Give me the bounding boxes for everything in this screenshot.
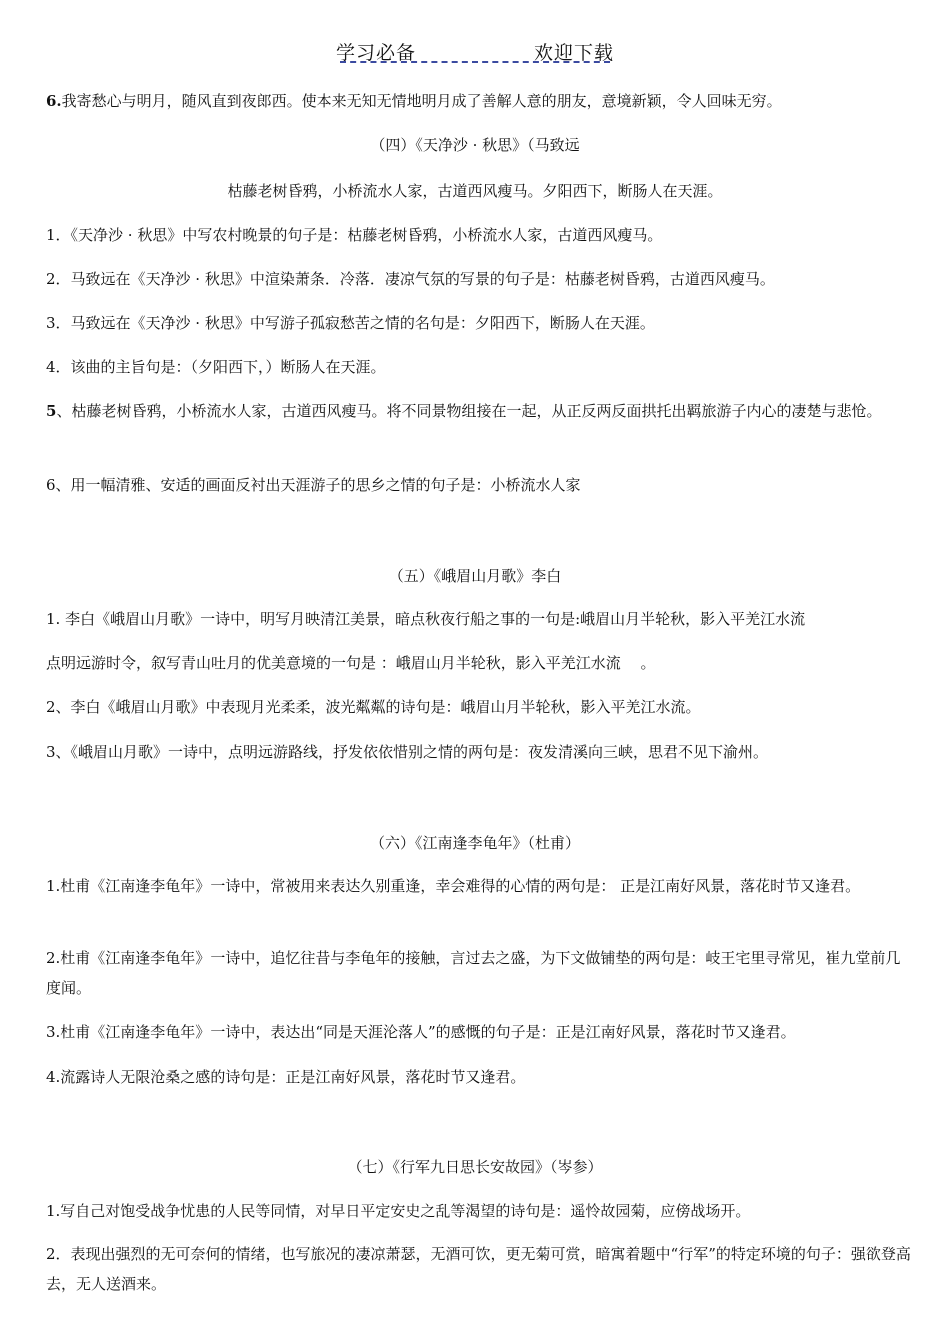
question-6-2: 2.杜甫《江南逢李龟年》一诗中，追忆往昔与李龟年的接触，言过去之盛，为下文做铺垫的两句是：岐王宅里寻常见，崔九堂前几度闻。 xyxy=(46,949,901,997)
question-5-1b: 点明远游时令，叙写青山吐月的优美意境的一句是 ：峨眉山月半轮秋，影入平羌江水流 。 xyxy=(46,654,656,672)
question-6-4: 4.流露诗人无限沧桑之感的诗句是：正是江南好风景，落花时节又逢君。 xyxy=(46,1068,526,1086)
question-7-2: 2．表现出强烈的无可奈何的情绪，也写旅况的凄凉萧瑟，无酒可饮，更无菊可赏，暗寓着题中“行军”的特定环境的句子：强欲登高去，无人送酒来。 xyxy=(46,1245,911,1293)
question-4-5: 5、枯藤老树昏鸦，小桥流水人家，古道西风瘦马。将不同景物组接在一起，从正反两反面拱托出羁旅游子内心的凄楚与悲怆。 xyxy=(46,402,882,420)
question-4-4: 4．该曲的主旨句是：（夕阳西下，）断肠人在天涯。 xyxy=(46,358,386,376)
question-4-6: 6、用一幅清雅、安适的画面反衬出天涯游子的思乡之情的句子是：小桥流水人家 xyxy=(46,476,581,494)
question-4-3: 3．马致远在《天净沙 · 秋思》中写游子孤寂愁苦之情的名句是：夕阳西下，断肠人在天涯。 xyxy=(46,314,655,332)
section-heading-7: （七）《行军九日思长安故园》（岑参） xyxy=(347,1158,603,1176)
header-underline xyxy=(340,61,610,63)
question-6-1: 1.杜甫《江南逢李龟年》一诗中，常被用来表达久别重逢，幸会难得的心情的两句是： 正是江南好风景，落花时节又逢君。 xyxy=(46,877,861,895)
question-4-2: 2．马致远在《天净沙 · 秋思》中渲染萧条．冷落．凄凉气氛的写景的句子是：枯藤老树昏鸦，古道西风瘦马。 xyxy=(46,270,775,288)
section-heading-5: （五）《峨眉山月歌》李白 xyxy=(388,567,562,585)
paragraph-6: 6.我寄愁心与明月，随风直到夜郎西。使本来无知无情地明月成了善解人意的朋友，意境新颖，令人回味无穷。 xyxy=(46,92,782,110)
section-heading-4: （四）《天净沙 · 秋思》（马致远 xyxy=(370,136,580,154)
poem-text-4: 枯藤老树昏鸦，小桥流水人家，古道西风瘦马。夕阳西下，断肠人在天涯。 xyxy=(227,182,723,200)
header-left-text: 学习必备 xyxy=(335,42,416,64)
question-5-3: 3、《峨眉山月歌》一诗中，点明远游路线，抒发依依惜别之情的两句是：夜发清溪向三峡，思君不见下渝州。 xyxy=(46,743,769,761)
question-6-3: 3.杜甫《江南逢李龟年》一诗中，表达出“同是天涯沦落人”的感慨的句子是：正是江南好风景，落花时节又逢君。 xyxy=(46,1023,796,1041)
question-5-1: 1. 李白《峨眉山月歌》一诗中，明写月映清江美景，暗点秋夜行船之事的一句是:峨眉山月半轮秋，影入平羌江水流 xyxy=(46,610,806,628)
question-4-1: 1．《天净沙 · 秋思》中写农村晚景的句子是：枯藤老树昏鸦，小桥流水人家，古道西风瘦马。 xyxy=(46,226,663,244)
header-right-text: 欢迎下载 xyxy=(534,42,615,64)
question-5-2: 2、李白《峨眉山月歌》中表现月光柔柔，波光粼粼的诗句是：峨眉山月半轮秋，影入平羌江水流。 xyxy=(46,698,701,716)
question-7-1: 1.写自己对饱受战争忧患的人民等同情，对早日平定安史之乱等渴望的诗句是：遥怜故园菊，应傍战场开。 xyxy=(46,1202,751,1220)
section-heading-6: （六）《江南逢李龟年》（杜甫） xyxy=(369,834,580,852)
